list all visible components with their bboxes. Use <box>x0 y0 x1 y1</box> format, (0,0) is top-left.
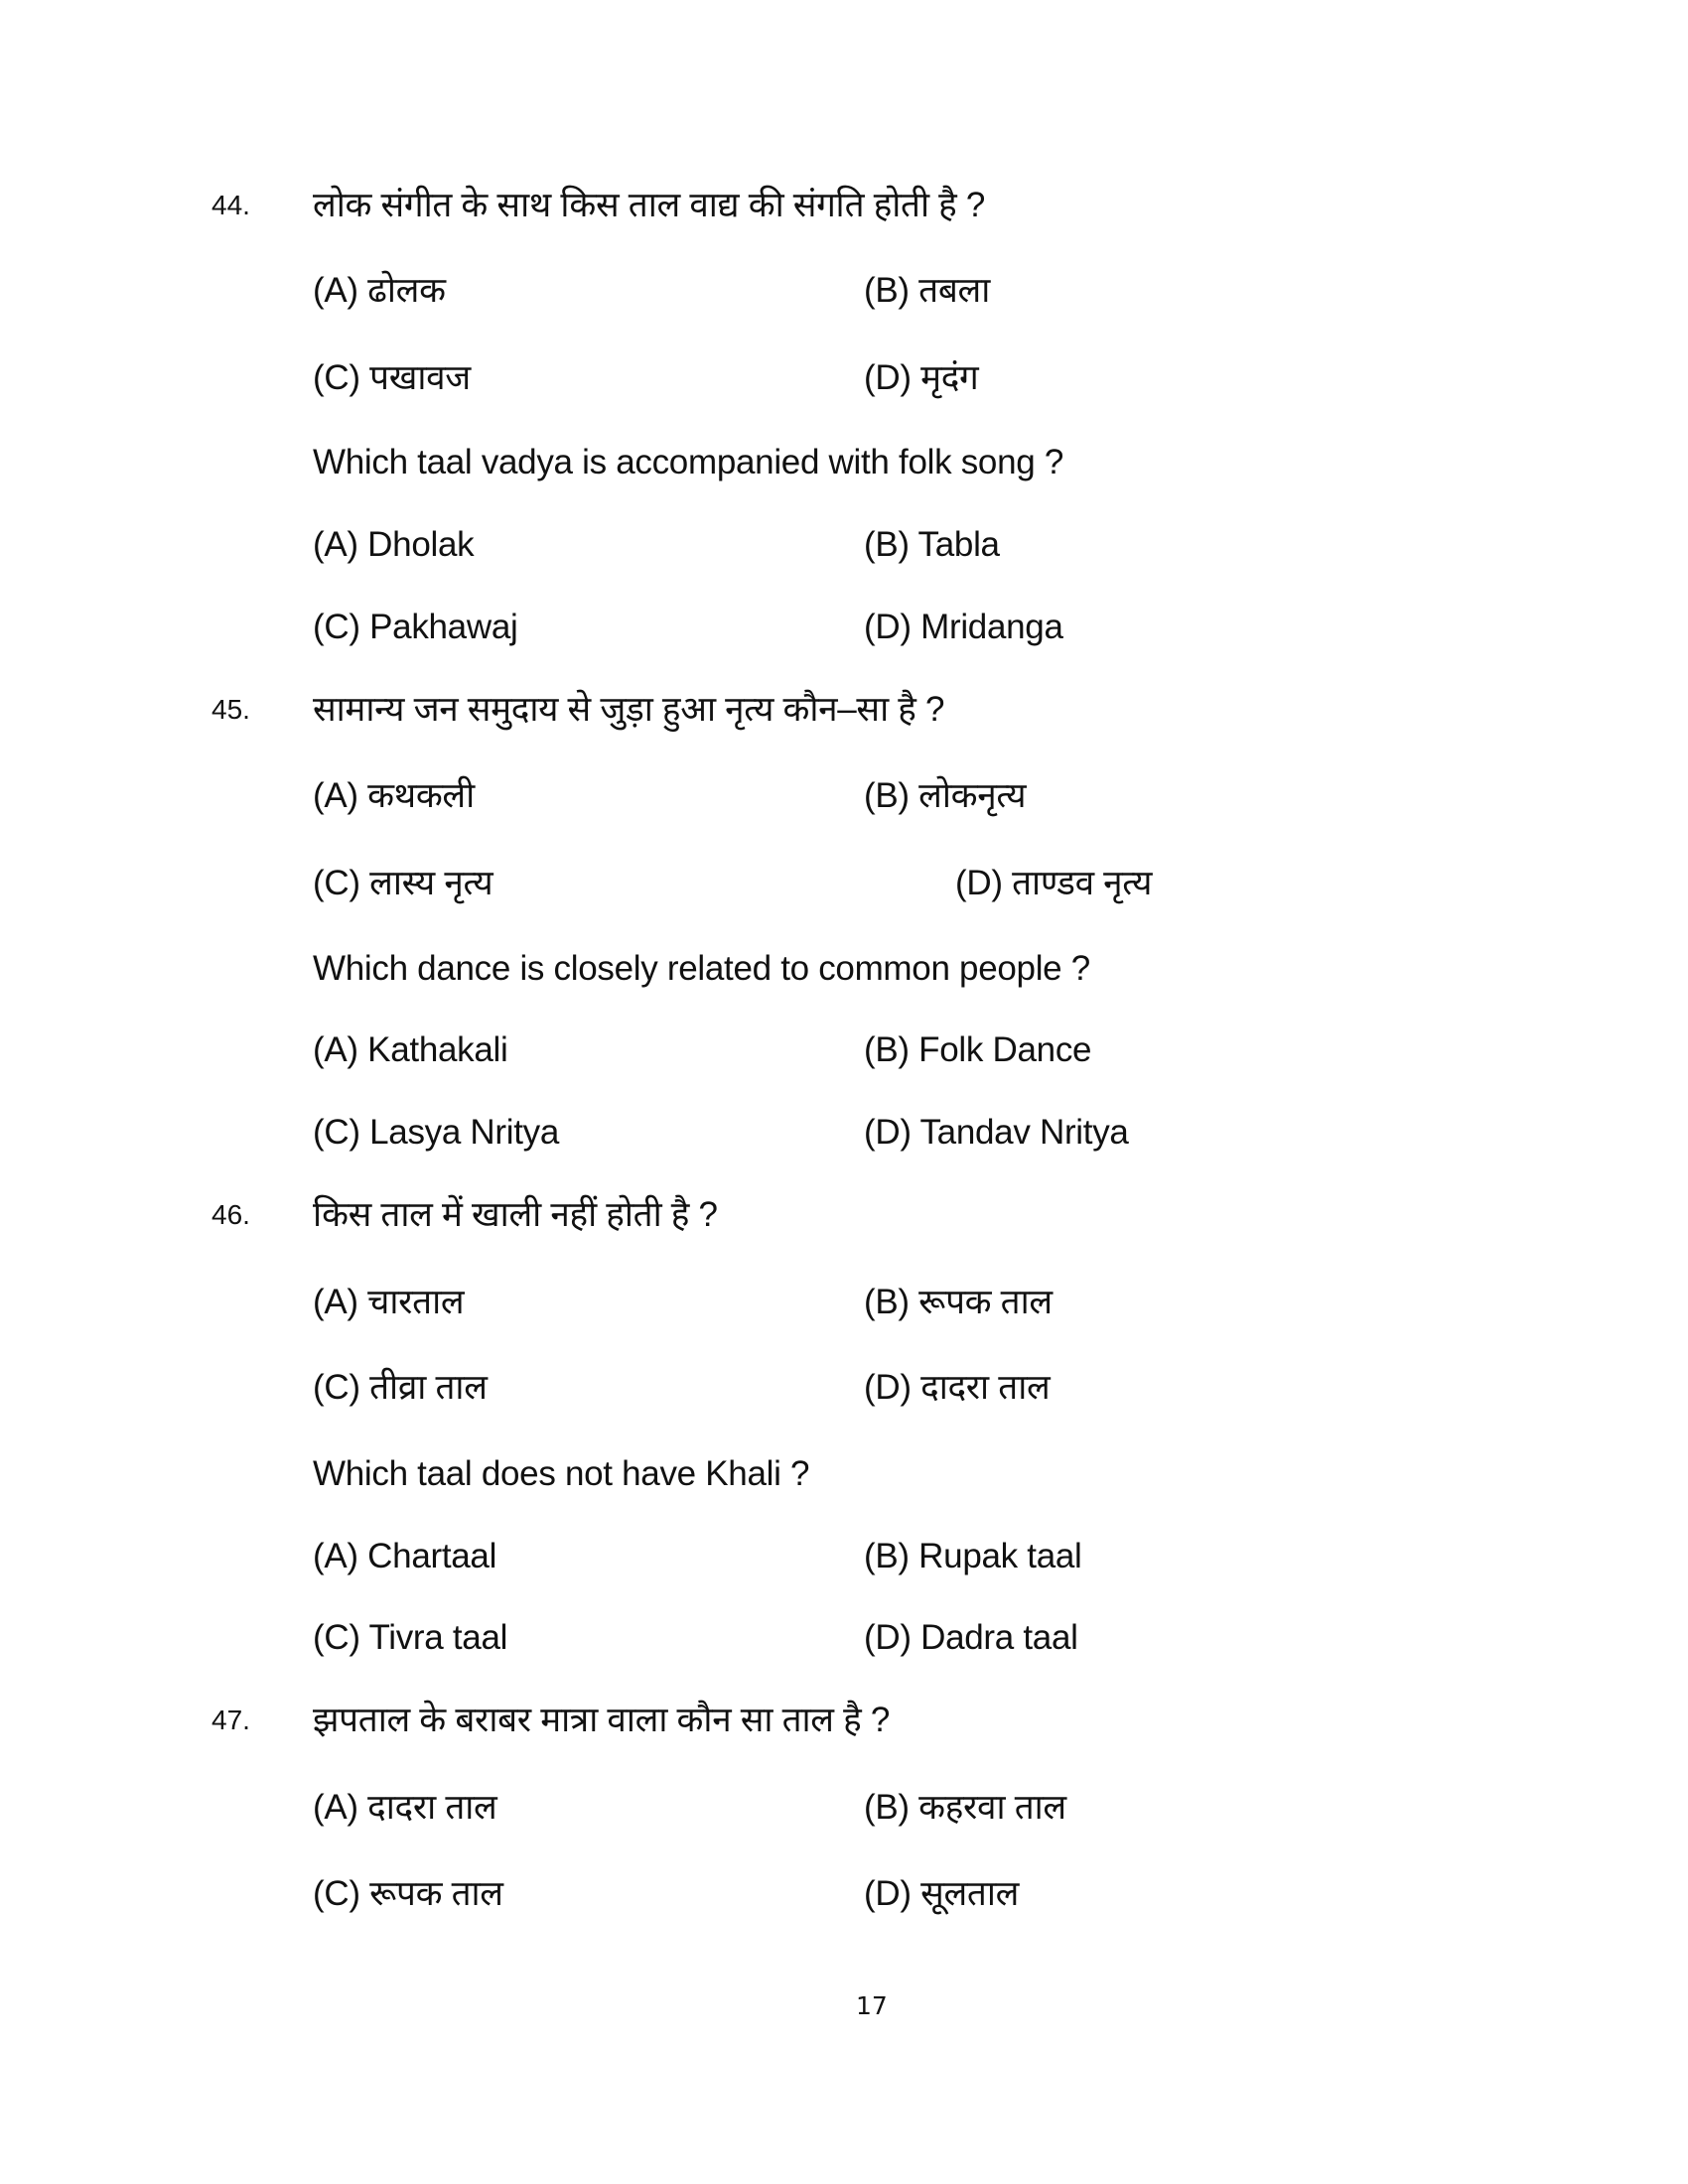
option-a-hindi: (A) कथकली <box>313 776 475 815</box>
option-d-hindi: (D) सूलताल <box>864 1874 1020 1913</box>
page-number: 17 <box>856 1991 888 2020</box>
option-c-english: (C) Tivra taal <box>313 1618 508 1657</box>
option-c-hindi: (C) तीव्रा ताल <box>313 1368 488 1407</box>
option-d-english: (D) Mridanga <box>864 608 1063 646</box>
option-a-english: (A) Chartaal <box>313 1537 497 1575</box>
option-a-english: (A) Kathakali <box>313 1030 508 1069</box>
option-c-english: (C) Lasya Nritya <box>313 1113 560 1152</box>
option-b-hindi: (B) कहरवा ताल <box>864 1788 1066 1827</box>
option-b-english: (B) Folk Dance <box>864 1030 1092 1069</box>
question-text-english: Which taal does not have Khali ? <box>313 1454 810 1493</box>
option-c-english: (C) Pakhawaj <box>313 608 518 646</box>
option-c-hindi: (C) रूपक ताल <box>313 1874 503 1913</box>
option-d-english: (D) Dadra taal <box>864 1618 1078 1657</box>
option-b-english: (B) Rupak taal <box>864 1537 1082 1575</box>
option-b-hindi: (B) लोकनृत्य <box>864 776 1027 815</box>
option-d-hindi: (D) दादरा ताल <box>864 1368 1051 1407</box>
option-d-hindi: (D) ताण्डव नृत्य <box>955 864 1153 902</box>
question-number: 44. <box>211 190 250 220</box>
question-text-english: Which taal vadya is accompanied with folk song ? <box>313 443 1063 481</box>
option-a-english: (A) Dholak <box>313 525 475 564</box>
question-number: 46. <box>211 1199 250 1230</box>
question-text-hindi: किस ताल में खाली नहीं होती है ? <box>313 1195 718 1234</box>
option-a-hindi: (A) ढोलक <box>313 271 446 310</box>
question-text-hindi: लोक संगीत के साथ किस ताल वाद्य की संगति होती है ? <box>313 186 986 224</box>
question-text-english: Which dance is closely related to common people ? <box>313 949 1090 988</box>
question-text-hindi: सामान्य जन समुदाय से जुड़ा हुआ नृत्य कौन–सा है ? <box>313 690 945 729</box>
option-a-hindi: (A) चारताल <box>313 1283 465 1321</box>
option-d-hindi: (D) मृदंग <box>864 358 979 397</box>
option-a-hindi: (A) दादरा ताल <box>313 1788 497 1827</box>
option-c-hindi: (C) पखावज <box>313 358 471 397</box>
option-d-english: (D) Tandav Nritya <box>864 1113 1129 1152</box>
question-number: 47. <box>211 1705 250 1735</box>
option-b-hindi: (B) रूपक ताल <box>864 1283 1053 1321</box>
option-b-hindi: (B) तबला <box>864 271 991 310</box>
question-text-hindi: झपताल के बराबर मात्रा वाला कौन सा ताल है ? <box>313 1701 891 1739</box>
question-number: 45. <box>211 694 250 725</box>
option-b-english: (B) Tabla <box>864 525 1000 564</box>
option-c-hindi: (C) लास्य नृत्य <box>313 864 493 902</box>
